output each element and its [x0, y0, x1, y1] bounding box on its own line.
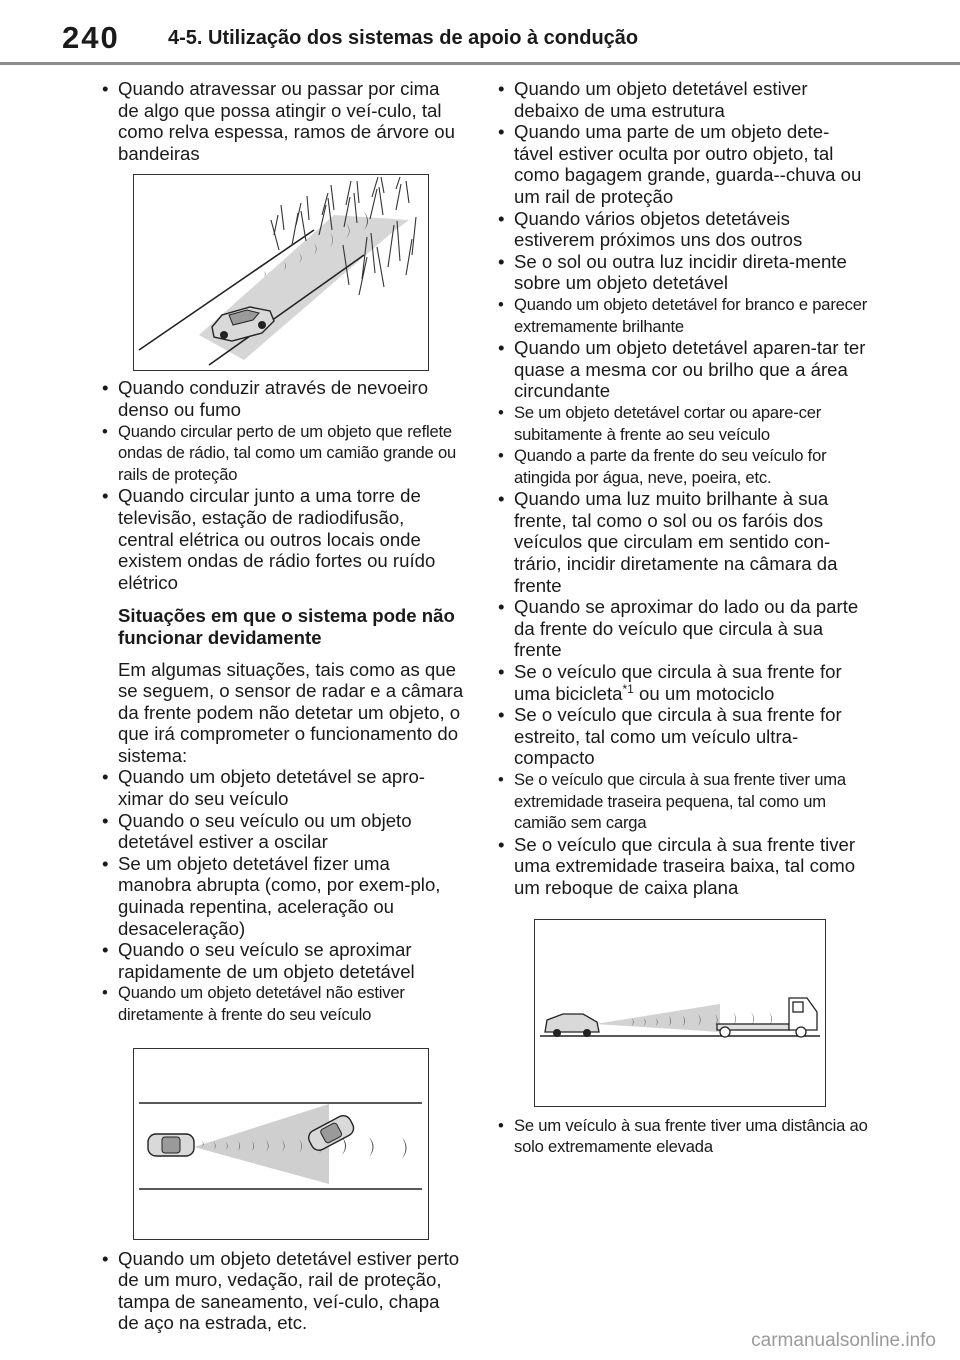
page-header — [0, 0, 960, 60]
illustration-offset-vehicle — [133, 1048, 429, 1240]
bicycle-text-end: ou um motociclo — [633, 682, 775, 704]
illustration-flatbed-trailer — [534, 919, 826, 1107]
truck-icon — [717, 998, 817, 1037]
footnote-mark: *1 — [622, 681, 634, 696]
bicycle-text: Se o veículo que circula à sua frente for uma bicicleta — [514, 661, 842, 704]
illustration-tall-grass — [133, 174, 429, 371]
list-item: • Se o veículo que circula à sua frente for estreito, tal como um veículo ultra-compacto — [496, 704, 868, 769]
list-item: • Quando o seu veículo ou um objeto detetável estiver a oscilar — [100, 810, 465, 853]
list-item: • Quando um objeto detetável for branco e parecer extremamente brilhante — [496, 294, 868, 337]
list-item: • Quando um objeto detetável estiver debaixo de uma estrutura — [496, 78, 868, 121]
list-item: • Se um objeto detetável cortar ou apare-cer subitamente à frente ao seu veículo — [496, 402, 868, 445]
list-item: • Quando uma parte de um objeto dete-tável estiver oculta por outro objeto, tal como bagagem grande, guarda--chuva ou um rail de proteção — [496, 121, 868, 207]
list-item: • Quando uma luz muito brilhante à sua frente, tal como o sol ou os faróis dos veículos que circulam em sentido con-trário, incidir diretamente na câmara da frente — [496, 488, 868, 596]
list-item: • Quando vários objetos detetáveis estiverem próximos uns dos outros — [496, 208, 868, 251]
list-item: • Se um objeto detetável fizer uma manobra abrupta (como, por exem-plo, guinada repentina, aceleração ou desaceleração) — [100, 853, 465, 939]
right-list-1 — [496, 78, 868, 704]
left-column — [100, 78, 465, 1334]
left-list-1 — [100, 78, 465, 164]
list-item: • Se o sol ou outra luz incidir direta-mente sobre um objeto detetável — [496, 251, 868, 294]
list-item: • Se o veículo que circula à sua frente tiver uma extremidade traseira baixa, tal como um reboque de caixa plana — [496, 834, 868, 899]
right-column — [496, 78, 868, 1158]
own-car-icon — [148, 1134, 194, 1156]
list-item: • Quando conduzir através de nevoeiro denso ou fumo — [100, 377, 465, 420]
list-item: • Quando circular perto de um objeto que reflete ondas de rádio, tal como um camião grande ou rails de proteção — [100, 421, 465, 486]
subheading: Situações em que o sistema pode não funcionar devidamente — [118, 605, 455, 648]
list-item: • Se o veículo que circula à sua frente tiver uma extremidade traseira pequena, tal como um camião sem carga — [496, 769, 868, 834]
section-title: 4-5. Utilização dos sistemas de apoio à condução — [168, 27, 639, 49]
list-item: • Quando a parte da frente do seu veículo for atingida por água, neve, poeira, etc. — [496, 445, 868, 488]
list-item: • Quando um objeto detetável aparen-tar ter quase a mesma cor ou brilho que a área circundante — [496, 337, 868, 402]
car-icon — [545, 1014, 599, 1037]
list-item — [496, 661, 868, 704]
page-number: 240 — [62, 20, 120, 55]
list-item: • Quando um objeto detetável não estiver diretamente à frente do seu veículo — [100, 982, 465, 1025]
watermark: carmanualsonline.info — [751, 1330, 936, 1351]
list-item: • Quando um objeto detetável se apro-ximar do seu veículo — [100, 766, 465, 809]
list-item: • Quando se aproximar do lado ou da parte da frente do veículo que circula à sua frente — [496, 596, 868, 661]
left-list-4 — [100, 1248, 465, 1334]
intro-paragraph: Em algumas situações, tais como as que se seguem, o sensor de radar e a câmara da frente podem não detetar um objeto, o que irá comprometer o funcionamento do sistema: — [118, 658, 464, 766]
left-list-2 — [100, 377, 465, 593]
right-list-2 — [496, 704, 868, 898]
list-item: • Quando atravessar ou passar por cima de algo que possa atingir o veí-culo, tal como relva espessa, ramos de árvore ou bandeiras — [100, 78, 465, 164]
list-item: • Se um veículo à sua frente tiver uma distância ao solo extremamente elevada — [496, 1115, 868, 1158]
right-list-3 — [496, 1115, 868, 1158]
header-rule — [0, 62, 960, 65]
left-list-3 — [100, 766, 465, 1025]
list-item: • Quando circular junto a uma torre de televisão, estação de radiodifusão, central elétrica ou outros locais onde existem ondas de rádio fortes ou ruído elétrico — [100, 485, 465, 593]
list-item: • Quando o seu veículo se aproximar rapidamente de um objeto detetável — [100, 939, 465, 982]
list-item: • Quando um objeto detetável estiver perto de um muro, vedação, rail de proteção, tampa de saneamento, veí-culo, chapa de aço na estrada, etc. — [100, 1248, 465, 1334]
